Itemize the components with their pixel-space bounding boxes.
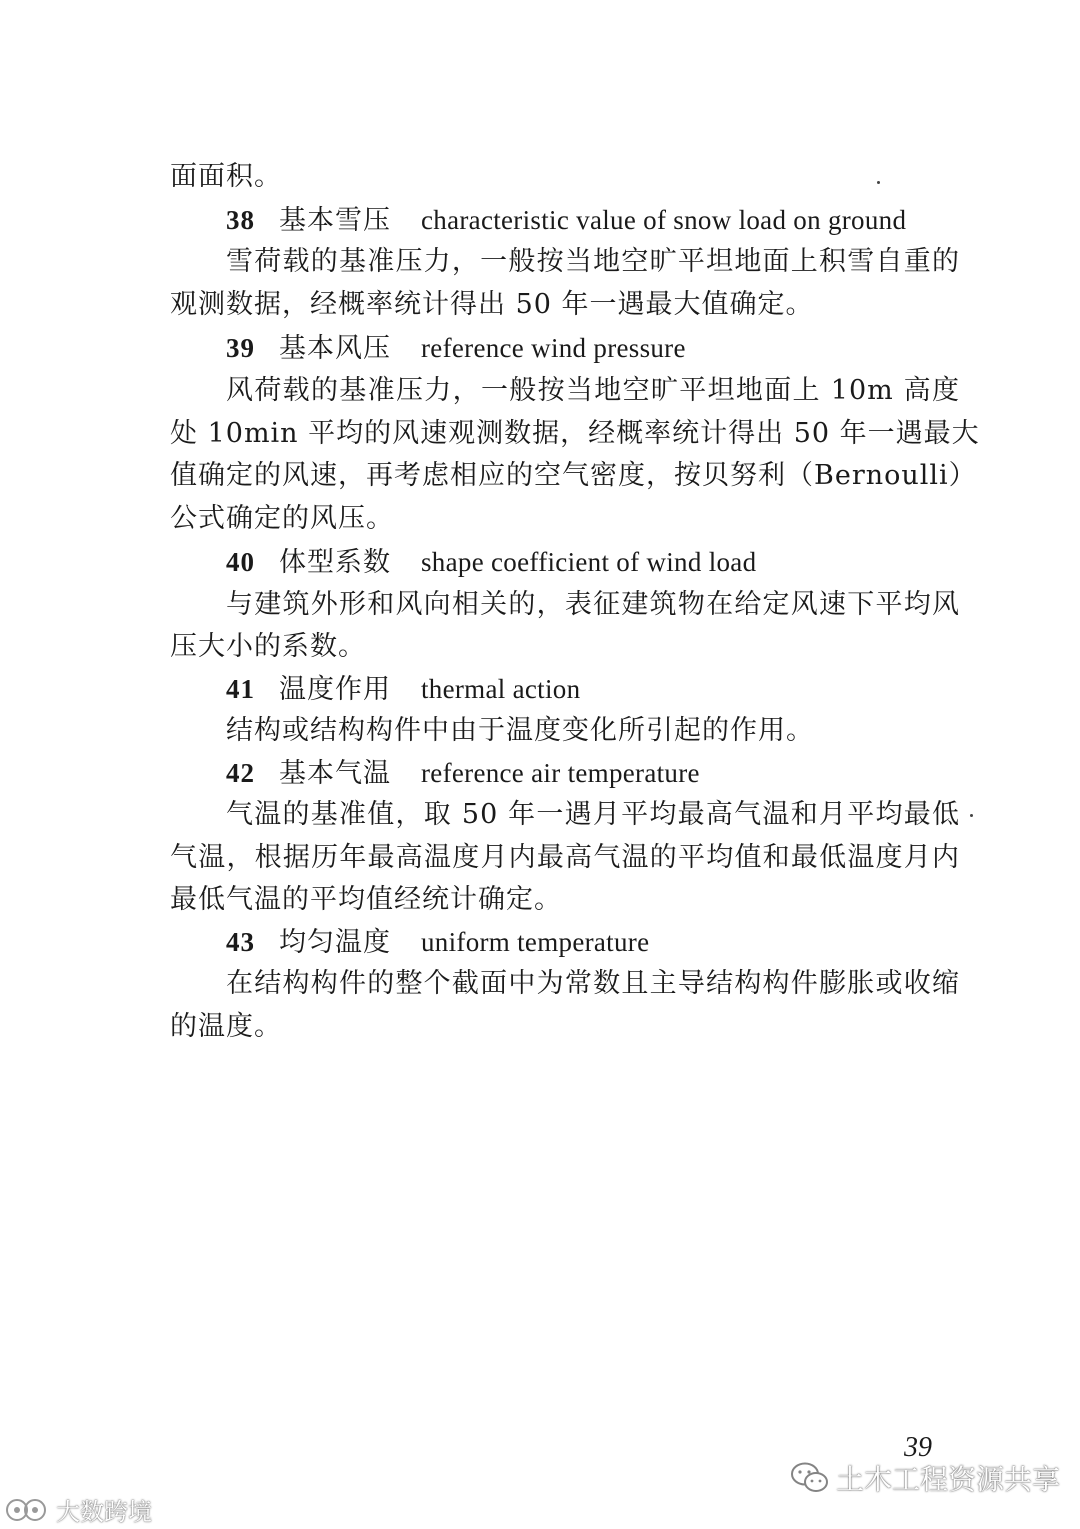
term-number: 39 <box>226 333 255 363</box>
wechat-icon <box>790 1461 830 1495</box>
page-number: 39 <box>904 1432 932 1463</box>
term-heading-42 <box>226 752 960 795</box>
term-english: shape coefficient of wind load <box>421 547 757 577</box>
paragraph-line: 风荷载的基准压力，一般按当地空旷平坦地面上 10m 高度 <box>226 375 960 406</box>
term-heading-43 <box>226 921 960 964</box>
paragraph-line: 气温的基准值，取 50 年一遇月平均最高气温和月平均最低 <box>226 799 960 830</box>
term-heading-39 <box>226 327 960 370</box>
term-chinese: 温度作用 <box>279 674 391 705</box>
paragraph-line: 面面积。 <box>170 161 282 192</box>
paragraph-line: 公式确定的风压。 <box>170 503 394 534</box>
paragraph-line: 在结构构件的整个截面中为常数且主导结构构件膨胀或收缩 <box>226 968 960 999</box>
term-chinese: 基本雪压 <box>279 205 391 236</box>
paragraph-line: 结构或结构构件中由于温度变化所引起的作用。 <box>226 715 814 746</box>
term-english: reference air temperature <box>421 758 700 788</box>
paragraph-line: 值确定的风速，再考虑相应的空气密度，按贝努利（Bernoulli） <box>170 460 977 491</box>
term-number: 38 <box>226 205 255 235</box>
term-number: 41 <box>226 674 255 704</box>
watermark-left <box>4 1492 152 1527</box>
term-english: reference wind pressure <box>421 333 686 363</box>
scan-speck <box>877 181 880 184</box>
paragraph-line: 观测数据，经概率统计得出 50 年一遇最大值确定。 <box>170 289 814 320</box>
term-chinese: 体型系数 <box>279 547 391 578</box>
term-heading-41 <box>226 668 960 711</box>
term-chinese: 基本气温 <box>279 758 391 789</box>
paragraph-line: 与建筑外形和风向相关的，表征建筑物在给定风速下平均风 <box>226 589 960 620</box>
paragraph-line: 压大小的系数。 <box>170 631 366 662</box>
term-english: uniform temperature <box>421 927 650 957</box>
paragraph-line: 气温，根据历年最高温度月内最高气温的平均值和最低温度月内 <box>170 842 960 873</box>
watermark-right-text: 土木工程资源共享 <box>836 1463 1061 1496</box>
term-number: 40 <box>226 547 255 577</box>
watermark-left-text: 大数跨境 <box>56 1498 152 1526</box>
term-chinese: 均匀温度 <box>279 927 391 958</box>
watermark-right <box>790 1458 1060 1498</box>
term-chinese: 基本风压 <box>279 333 391 364</box>
weibo-icon <box>4 1495 50 1525</box>
paragraph-line: 最低气温的平均值经统计确定。 <box>170 884 562 915</box>
term-english: thermal action <box>421 674 581 704</box>
term-heading-40 <box>226 541 960 584</box>
term-number: 43 <box>226 927 255 957</box>
term-heading-38 <box>226 199 960 242</box>
term-english: characteristic value of snow load on ground <box>421 205 907 235</box>
term-number: 42 <box>226 758 255 788</box>
paragraph-line: 的温度。 <box>170 1011 282 1042</box>
paragraph-line: 处 10min 平均的风速观测数据，经概率统计得出 50 年一遇最大 <box>170 418 980 449</box>
paragraph-line: 雪荷载的基准压力，一般按当地空旷平坦地面上积雪自重的 <box>226 246 960 277</box>
scan-speck <box>970 814 973 817</box>
